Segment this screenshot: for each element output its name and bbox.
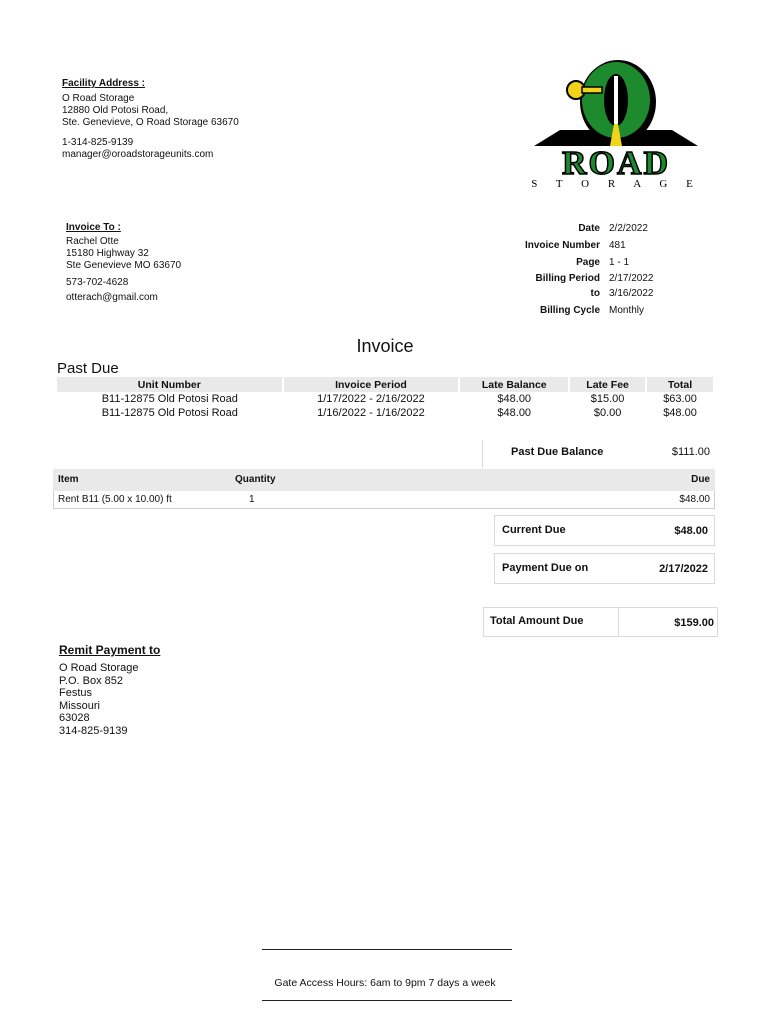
facility-address [62, 78, 239, 161]
payment-due-label: Payment Due on [502, 562, 589, 574]
unit-number: B11-12875 Old Potosi Road [101, 393, 238, 405]
item-description: Rent B11 (5.00 x 10.00) ft [58, 494, 172, 505]
remit-payment [59, 643, 160, 737]
facility-heading: Facility Address : [62, 78, 145, 89]
col-quantity: Quantity [235, 474, 276, 485]
past-due-balance-value: $111.00 [671, 446, 710, 458]
late-fee: $0.00 [593, 407, 622, 419]
col-unit-number: Unit Number [57, 377, 283, 392]
customer-city: Ste Genevieve MO 63670 [66, 260, 182, 271]
facility-name: O Road Storage [62, 93, 135, 104]
invoice-to-heading: Invoice To : [66, 222, 121, 233]
remit-heading: Remit Payment to [59, 643, 161, 657]
date-label: Date [578, 223, 600, 234]
billing-cycle-value: Monthly [609, 305, 645, 316]
table-row [57, 392, 714, 406]
table-row [53, 491, 715, 509]
invoice-title: Invoice [356, 336, 414, 356]
page-label: Page [576, 257, 600, 268]
past-due-table [57, 377, 715, 420]
remit-line: Festus [59, 687, 93, 699]
past-due-header-row [57, 377, 714, 392]
invoice-period: 1/16/2022 - 1/16/2022 [317, 407, 425, 419]
remit-line: 63028 [59, 712, 90, 724]
remit-line: O Road Storage [59, 662, 139, 674]
late-balance: $48.00 [497, 407, 532, 419]
billing-period-start: 2/17/2022 [609, 273, 654, 284]
facility-street: 12880 Old Potosi Road, [62, 105, 169, 116]
items-header-row [53, 469, 715, 491]
facility-email: manager@oroadstorageunits.com [62, 149, 214, 160]
payment-due-box [494, 553, 715, 584]
invoice-number-label: Invoice Number [524, 240, 600, 251]
facility-city: Ste. Genevieve, O Road Storage 63670 [62, 117, 239, 128]
col-invoice-period: Invoice Period [283, 377, 460, 392]
invoice-to [66, 222, 181, 304]
remit-line: Missouri [59, 699, 100, 712]
customer-street: 15180 Highway 32 [66, 248, 149, 259]
billing-cycle-label: Billing Cycle [539, 305, 600, 316]
page-value: 1 - 1 [609, 257, 630, 268]
payment-due-value: 2/17/2022 [659, 563, 708, 575]
customer-name: Rachel Otte [66, 236, 119, 247]
logo-sub: S T O R A G E [531, 178, 701, 190]
col-due: Due [691, 474, 710, 485]
remit-lines [59, 662, 160, 737]
col-total: Total [646, 377, 714, 392]
footer-divider-bottom [262, 1000, 512, 1001]
current-due-label: Current Due [502, 524, 566, 536]
gate-access-hours: Gate Access Hours: 6am to 9pm 7 days a week [274, 977, 496, 989]
late-balance: $48.00 [497, 393, 532, 405]
billing-period-end: 3/16/2022 [609, 288, 654, 299]
col-item: Item [58, 474, 79, 485]
total-due-value: $159.00 [674, 617, 714, 629]
row-total: $63.00 [663, 393, 697, 405]
customer-email: otterach@gmail.com [66, 292, 158, 303]
total-due-label: Total Amount Due [490, 615, 584, 627]
item-quantity: 1 [249, 494, 255, 505]
table-row [57, 406, 714, 420]
billing-period-label: Billing Period [535, 273, 600, 284]
logo-graphic [530, 58, 702, 190]
total-due-box [483, 607, 718, 637]
remit-line: P.O. Box 852 [59, 674, 124, 687]
footer-divider-top [262, 949, 512, 950]
date-value: 2/2/2022 [609, 223, 648, 234]
col-late-fee: Late Fee [569, 377, 646, 392]
billing-period-to-label: to [590, 288, 600, 299]
row-total: $48.00 [663, 407, 697, 419]
past-due-balance-label: Past Due Balance [511, 446, 604, 458]
logo-word: ROAD [561, 145, 671, 182]
col-late-balance: Late Balance [459, 377, 569, 392]
past-due-balance-box [482, 440, 716, 468]
late-fee: $15.00 [590, 393, 625, 405]
invoice-number-value: 481 [609, 240, 626, 251]
current-due-value: $48.00 [674, 525, 708, 537]
company-logo [530, 58, 702, 190]
unit-number: B11-12875 Old Potosi Road [101, 407, 238, 419]
invoice-period: 1/17/2022 - 2/16/2022 [317, 393, 425, 405]
remit-line: 314-825-9139 [59, 724, 128, 737]
customer-phone: 573-702-4628 [66, 277, 129, 288]
facility-phone: 1-314-825-9139 [62, 137, 134, 148]
current-due-box [494, 515, 715, 546]
past-due-heading: Past Due [57, 360, 119, 377]
items-table [53, 469, 715, 509]
item-due: $48.00 [679, 494, 710, 505]
